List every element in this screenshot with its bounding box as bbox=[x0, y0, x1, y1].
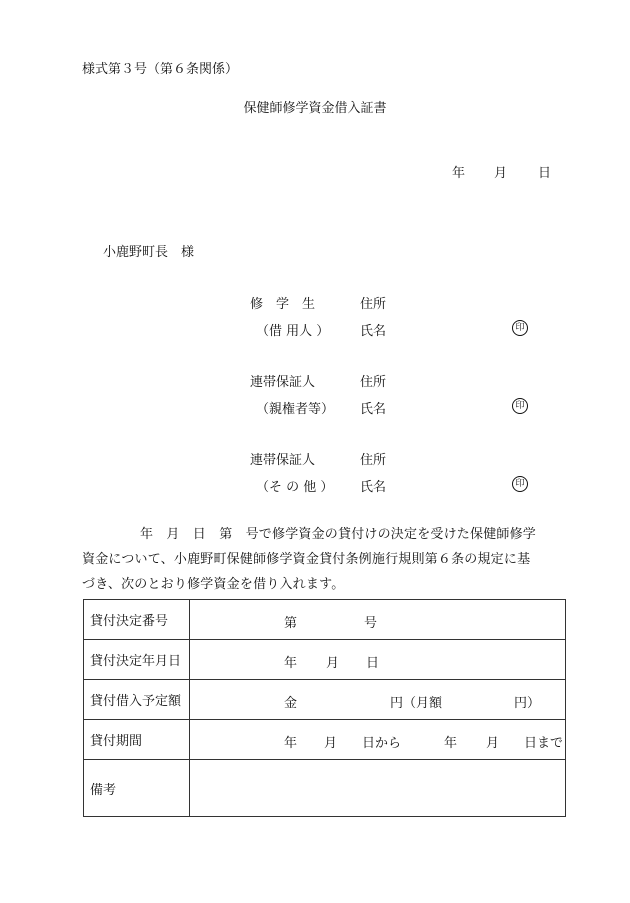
body-paragraph bbox=[82, 522, 566, 597]
loan-details-table bbox=[83, 599, 566, 817]
loan-period-cell bbox=[190, 720, 566, 760]
row-label-loan-period: 貸付期間 bbox=[84, 720, 190, 760]
value-year: 年 bbox=[284, 655, 298, 671]
table-row bbox=[84, 640, 566, 680]
remarks-cell bbox=[190, 760, 566, 817]
period-end-year: 年 bbox=[444, 735, 458, 751]
party-1-role-sub: （借 用人 ） bbox=[256, 324, 330, 339]
period-end-day: 日まで bbox=[524, 735, 564, 751]
value-go: 号 bbox=[364, 615, 378, 631]
party-3-address-label: 住所 bbox=[360, 453, 387, 468]
period-start-day: 日から bbox=[362, 735, 402, 751]
table-row bbox=[84, 760, 566, 817]
form-number: 様式第３号（第６条関係） bbox=[82, 62, 239, 77]
planned-amount-cell bbox=[190, 680, 566, 720]
value-dai: 第 bbox=[284, 615, 298, 631]
party-2-name-label: 氏名 bbox=[360, 402, 387, 417]
value-yen-monthly: 円（月額 bbox=[390, 695, 443, 711]
value-yen-close: 円） bbox=[514, 695, 541, 711]
period-start-month: 月 bbox=[324, 735, 338, 751]
row-label-planned-amount: 貸付借入予定額 bbox=[84, 680, 190, 720]
party-2-role: 連帯保証人 bbox=[250, 375, 316, 390]
party-2-seal-mark: 印 bbox=[512, 398, 528, 414]
party-1-address-label: 住所 bbox=[360, 297, 387, 312]
date-line bbox=[452, 162, 551, 181]
row-label-remarks: 備考 bbox=[84, 760, 190, 817]
value-month: 月 bbox=[326, 655, 340, 671]
body-line-3: づき、次のとおり修学資金を借り入れます。 bbox=[82, 577, 345, 592]
party-1-seal-mark: 印 bbox=[512, 320, 528, 336]
party-3-seal-mark: 印 bbox=[512, 476, 528, 492]
date-day: 日 bbox=[538, 166, 552, 181]
body-line-2: 資金について、小鹿野町保健師修学資金貸付条例施行規則第６条の規定に基 bbox=[82, 552, 531, 567]
table-row bbox=[84, 720, 566, 760]
row-label-decision-number: 貸付決定番号 bbox=[84, 600, 190, 640]
value-day: 日 bbox=[366, 655, 380, 671]
table-row bbox=[84, 600, 566, 640]
decision-number-cell bbox=[190, 600, 566, 640]
date-month: 月 bbox=[494, 166, 508, 181]
party-2-address-label: 住所 bbox=[360, 375, 387, 390]
party-1-role: 修 学 生 bbox=[250, 297, 316, 312]
party-2-role-sub: （親権者等） bbox=[256, 402, 335, 417]
period-start-year: 年 bbox=[284, 735, 298, 751]
party-3-role: 連帯保証人 bbox=[250, 453, 316, 468]
party-1-name-label: 氏名 bbox=[360, 324, 387, 339]
period-end-month: 月 bbox=[486, 735, 500, 751]
decision-date-cell bbox=[190, 640, 566, 680]
party-3-role-sub: （そ の 他 ） bbox=[256, 480, 334, 495]
body-line-1: 年 月 日 第 号で修学資金の貸付けの決定を受けた保健師修学 bbox=[140, 527, 537, 542]
date-year: 年 bbox=[452, 166, 466, 181]
party-3-name-label: 氏名 bbox=[360, 480, 387, 495]
row-label-decision-date: 貸付決定年月日 bbox=[84, 640, 190, 680]
table-row bbox=[84, 680, 566, 720]
document-title: 保健師修学資金借入証書 bbox=[243, 101, 387, 116]
value-kin: 金 bbox=[284, 695, 298, 711]
addressee: 小鹿野町長 様 bbox=[103, 245, 195, 260]
